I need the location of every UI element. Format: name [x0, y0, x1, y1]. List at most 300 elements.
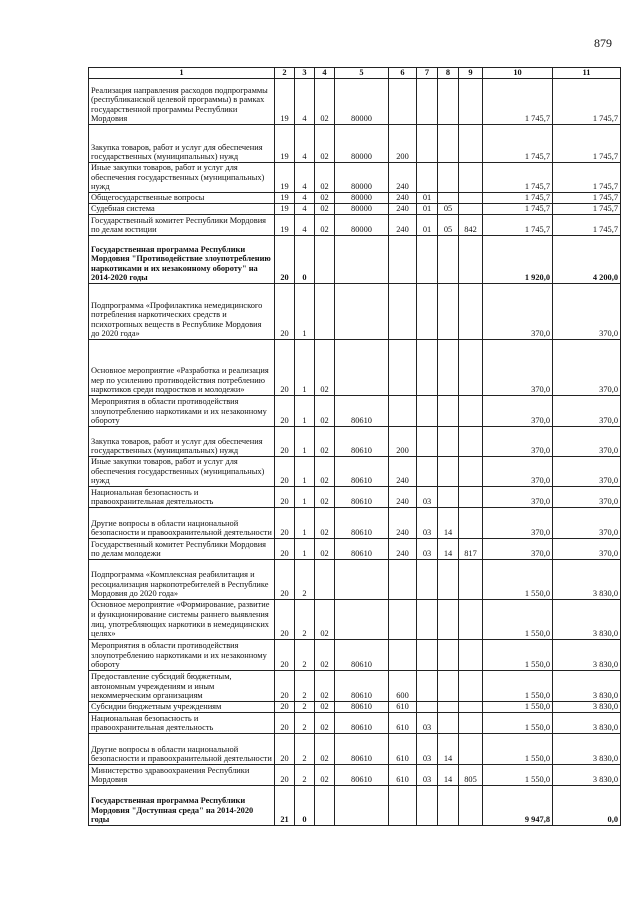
code-cell	[438, 486, 459, 507]
code-cell	[389, 639, 417, 670]
code-cell	[438, 670, 459, 701]
code-cell: 80610	[335, 427, 389, 457]
amount-cell: 1 550,0	[483, 712, 553, 733]
row-name-cell: Другие вопросы в области национальной безопасности и правоохранительной деятельности	[89, 507, 275, 538]
row-name-cell: Закупка товаров, работ и услуг для обеспечения государственных (муниципальных) нужд	[89, 427, 275, 457]
code-cell: 02	[315, 701, 335, 712]
code-cell: 05	[438, 215, 459, 236]
code-cell: 20	[275, 486, 295, 507]
amount-cell: 3 830,0	[553, 559, 621, 599]
code-cell: 2	[295, 599, 315, 639]
code-cell: 20	[275, 599, 295, 639]
code-cell	[335, 236, 389, 284]
header-cell: 6	[389, 68, 417, 79]
amount-cell: 9 947,8	[483, 785, 553, 825]
row-name-cell: Реализация направления расходов подпрограммы (республиканской целевой программы) в рамках государственной программы Республики Мордовия	[89, 79, 275, 125]
code-cell: 2	[295, 670, 315, 701]
code-cell: 20	[275, 639, 295, 670]
code-cell: 14	[438, 538, 459, 559]
code-cell: 2	[295, 701, 315, 712]
code-cell	[459, 236, 483, 284]
code-cell: 80000	[335, 215, 389, 236]
amount-cell: 370,0	[553, 427, 621, 457]
code-cell: 610	[389, 764, 417, 785]
row-name-cell: Закупка товаров, работ и услуг для обеспечения государственных (муниципальных) нужд	[89, 125, 275, 163]
amount-cell: 4 200,0	[553, 236, 621, 284]
code-cell: 19	[275, 215, 295, 236]
code-cell: 1	[295, 284, 315, 340]
amount-cell: 1 745,7	[483, 79, 553, 125]
code-cell	[459, 79, 483, 125]
amount-cell: 370,0	[483, 507, 553, 538]
code-cell	[438, 193, 459, 204]
code-cell	[335, 785, 389, 825]
table-row	[89, 639, 621, 670]
code-cell: 20	[275, 284, 295, 340]
row-name-cell: Государственный комитет Республики Мордовия по делам юстиции	[89, 215, 275, 236]
header-cell: 7	[417, 68, 438, 79]
header-cell: 8	[438, 68, 459, 79]
code-cell	[459, 163, 483, 193]
code-cell	[459, 340, 483, 396]
code-cell	[389, 559, 417, 599]
code-cell: 02	[315, 79, 335, 125]
code-cell	[459, 785, 483, 825]
amount-cell: 1 745,7	[483, 204, 553, 215]
code-cell	[417, 639, 438, 670]
code-cell: 01	[417, 204, 438, 215]
row-name-cell: Основное мероприятие «Формирование, развитие и функционирование системы раннего выявления лиц, употребляющих наркотики в немедицинских целях»	[89, 599, 275, 639]
code-cell: 02	[315, 712, 335, 733]
code-cell	[315, 559, 335, 599]
row-name-cell: Мероприятия в области противодействия злоупотреблению наркотиками и их незаконному обороту	[89, 396, 275, 427]
table-row	[89, 163, 621, 193]
row-name-cell: Иные закупки товаров, работ и услуг для обеспечения государственных (муниципальных) нужд	[89, 457, 275, 487]
table-row	[89, 193, 621, 204]
header-cell: 1	[89, 68, 275, 79]
code-cell: 80610	[335, 670, 389, 701]
code-cell	[389, 79, 417, 125]
code-cell: 02	[315, 125, 335, 163]
code-cell: 80000	[335, 125, 389, 163]
code-cell: 1	[295, 538, 315, 559]
row-name-cell: Предоставление субсидий бюджетным, автономным учреждениям и иным некоммерческим организациям	[89, 670, 275, 701]
table-row	[89, 204, 621, 215]
row-name-cell: Иные закупки товаров, работ и услуг для обеспечения государственных (муниципальных) нужд	[89, 163, 275, 193]
code-cell	[389, 340, 417, 396]
amount-cell: 370,0	[483, 396, 553, 427]
code-cell: 14	[438, 764, 459, 785]
code-cell: 1	[295, 486, 315, 507]
row-name-cell: Министерство здравоохранения Республики Мордовия	[89, 764, 275, 785]
code-cell: 80610	[335, 764, 389, 785]
row-name-cell: Другие вопросы в области национальной безопасности и правоохранительной деятельности	[89, 733, 275, 764]
amount-cell: 370,0	[483, 538, 553, 559]
table-row	[89, 764, 621, 785]
code-cell: 817	[459, 538, 483, 559]
header-cell: 9	[459, 68, 483, 79]
code-cell	[417, 457, 438, 487]
amount-cell: 1 920,0	[483, 236, 553, 284]
code-cell: 20	[275, 236, 295, 284]
code-cell	[459, 427, 483, 457]
table-row	[89, 486, 621, 507]
code-cell	[438, 163, 459, 193]
table-body	[89, 79, 621, 826]
code-cell: 19	[275, 193, 295, 204]
amount-cell: 370,0	[553, 396, 621, 427]
row-name-cell: Национальная безопасность и правоохранительная деятельность	[89, 712, 275, 733]
code-cell: 80000	[335, 204, 389, 215]
row-name-cell: Субсидии бюджетным учреждениям	[89, 701, 275, 712]
amount-cell: 3 830,0	[553, 701, 621, 712]
code-cell	[389, 396, 417, 427]
row-name-cell: Национальная безопасность и правоохранительная деятельность	[89, 486, 275, 507]
code-cell	[417, 701, 438, 712]
code-cell: 80610	[335, 457, 389, 487]
amount-cell: 3 830,0	[553, 764, 621, 785]
code-cell: 610	[389, 712, 417, 733]
code-cell: 4	[295, 204, 315, 215]
amount-cell: 370,0	[483, 427, 553, 457]
amount-cell: 370,0	[483, 340, 553, 396]
amount-cell: 3 830,0	[553, 639, 621, 670]
code-cell	[438, 125, 459, 163]
code-cell: 4	[295, 79, 315, 125]
code-cell: 05	[438, 204, 459, 215]
code-cell: 80000	[335, 79, 389, 125]
code-cell	[438, 284, 459, 340]
table-row	[89, 733, 621, 764]
code-cell	[417, 559, 438, 599]
code-cell	[315, 236, 335, 284]
amount-cell: 1 745,7	[483, 125, 553, 163]
code-cell: 03	[417, 538, 438, 559]
code-cell	[438, 701, 459, 712]
code-cell: 80610	[335, 486, 389, 507]
table-row	[89, 785, 621, 825]
code-cell: 240	[389, 507, 417, 538]
code-cell: 610	[389, 701, 417, 712]
amount-cell: 1 745,7	[483, 193, 553, 204]
code-cell	[438, 427, 459, 457]
amount-cell: 370,0	[553, 507, 621, 538]
amount-cell: 1 550,0	[483, 733, 553, 764]
code-cell	[438, 79, 459, 125]
code-cell: 02	[315, 733, 335, 764]
amount-cell: 370,0	[553, 457, 621, 487]
code-cell: 2	[295, 733, 315, 764]
code-cell: 02	[315, 340, 335, 396]
page-number: 879	[594, 36, 612, 50]
table-row	[89, 236, 621, 284]
row-name-cell: Подпрограмма «Профилактика немедицинского потребления наркотических средств и психотропных веществ в Республике Мордовия до 2020 года»	[89, 284, 275, 340]
code-cell: 4	[295, 125, 315, 163]
code-cell: 02	[315, 670, 335, 701]
code-cell: 4	[295, 193, 315, 204]
amount-cell: 370,0	[483, 457, 553, 487]
code-cell	[438, 236, 459, 284]
code-cell: 1	[295, 457, 315, 487]
code-cell	[389, 599, 417, 639]
code-cell: 14	[438, 507, 459, 538]
table-row	[89, 340, 621, 396]
code-cell: 80610	[335, 396, 389, 427]
code-cell: 80610	[335, 538, 389, 559]
amount-cell: 1 745,7	[483, 163, 553, 193]
code-cell: 02	[315, 764, 335, 785]
code-cell	[417, 427, 438, 457]
code-cell	[438, 559, 459, 599]
code-cell: 20	[275, 701, 295, 712]
row-name-cell: Мероприятия в области противодействия злоупотреблению наркотиками и их незаконному обороту	[89, 639, 275, 670]
table-row	[89, 79, 621, 125]
code-cell: 240	[389, 215, 417, 236]
code-cell: 240	[389, 204, 417, 215]
code-cell: 19	[275, 163, 295, 193]
header-cell: 10	[483, 68, 553, 79]
code-cell: 03	[417, 733, 438, 764]
code-cell	[438, 712, 459, 733]
code-cell: 2	[295, 559, 315, 599]
code-cell: 600	[389, 670, 417, 701]
code-cell	[417, 670, 438, 701]
code-cell: 80610	[335, 639, 389, 670]
code-cell: 20	[275, 427, 295, 457]
code-cell: 1	[295, 396, 315, 427]
code-cell: 02	[315, 427, 335, 457]
code-cell	[315, 785, 335, 825]
code-cell: 240	[389, 457, 417, 487]
code-cell	[335, 340, 389, 396]
code-cell: 01	[417, 193, 438, 204]
code-cell: 610	[389, 733, 417, 764]
code-cell: 20	[275, 712, 295, 733]
amount-cell: 3 830,0	[553, 712, 621, 733]
code-cell: 02	[315, 163, 335, 193]
table-row	[89, 457, 621, 487]
amount-cell: 0,0	[553, 785, 621, 825]
code-cell: 19	[275, 79, 295, 125]
code-cell	[459, 670, 483, 701]
code-cell	[417, 785, 438, 825]
code-cell: 02	[315, 486, 335, 507]
code-cell: 03	[417, 507, 438, 538]
amount-cell: 1 745,7	[553, 163, 621, 193]
code-cell	[459, 396, 483, 427]
code-cell: 240	[389, 486, 417, 507]
code-cell: 2	[295, 639, 315, 670]
amount-cell: 1 550,0	[483, 764, 553, 785]
code-cell	[315, 284, 335, 340]
amount-cell: 1 745,7	[553, 193, 621, 204]
code-cell	[459, 193, 483, 204]
row-name-cell: Судебная система	[89, 204, 275, 215]
code-cell: 02	[315, 396, 335, 427]
code-cell: 80610	[335, 712, 389, 733]
code-cell	[417, 340, 438, 396]
code-cell: 80610	[335, 701, 389, 712]
amount-cell: 1 550,0	[483, 701, 553, 712]
amount-cell: 370,0	[483, 284, 553, 340]
amount-cell: 1 550,0	[483, 559, 553, 599]
amount-cell: 370,0	[553, 486, 621, 507]
code-cell: 20	[275, 538, 295, 559]
code-cell: 1	[295, 427, 315, 457]
code-cell	[459, 599, 483, 639]
code-cell	[417, 163, 438, 193]
code-cell: 02	[315, 639, 335, 670]
code-cell	[459, 125, 483, 163]
code-cell	[459, 457, 483, 487]
code-cell	[417, 599, 438, 639]
code-cell: 02	[315, 538, 335, 559]
code-cell: 842	[459, 215, 483, 236]
code-cell	[389, 236, 417, 284]
code-cell	[459, 507, 483, 538]
code-cell: 20	[275, 764, 295, 785]
code-cell: 240	[389, 538, 417, 559]
code-cell	[335, 284, 389, 340]
budget-table	[88, 67, 621, 826]
row-name-cell: Государственная программа Республики Мордовия "Противодействие злоупотреблению наркотиками и их незаконному обороту" на 2014-2020 годы	[89, 236, 275, 284]
code-cell: 80610	[335, 733, 389, 764]
code-cell	[417, 79, 438, 125]
code-cell: 20	[275, 396, 295, 427]
code-cell: 4	[295, 215, 315, 236]
row-name-cell: Основное мероприятие «Разработка и реализация мер по усилению противодействия потреблению наркотиков среди подростков и молодежи»	[89, 340, 275, 396]
table-row	[89, 427, 621, 457]
code-cell: 20	[275, 733, 295, 764]
table-row	[89, 538, 621, 559]
amount-cell: 3 830,0	[553, 670, 621, 701]
table-header-row	[89, 68, 621, 79]
code-cell: 240	[389, 163, 417, 193]
header-cell: 5	[335, 68, 389, 79]
table-row	[89, 712, 621, 733]
code-cell	[438, 599, 459, 639]
table-row	[89, 284, 621, 340]
row-name-cell: Государственная программа Республики Мордовия "Доступная среда" на 2014-2020 годы	[89, 785, 275, 825]
amount-cell: 1 550,0	[483, 670, 553, 701]
code-cell: 805	[459, 764, 483, 785]
code-cell: 02	[315, 193, 335, 204]
row-name-cell: Подпрограмма «Комплексная реабилитация и ресоциализация наркопотребителей в Республике Мордовия до 2020 года»	[89, 559, 275, 599]
amount-cell: 3 830,0	[553, 599, 621, 639]
amount-cell: 1 745,7	[553, 215, 621, 236]
code-cell	[459, 712, 483, 733]
code-cell	[459, 701, 483, 712]
code-cell: 03	[417, 486, 438, 507]
code-cell: 200	[389, 125, 417, 163]
table-row	[89, 215, 621, 236]
code-cell: 01	[417, 215, 438, 236]
amount-cell: 1 550,0	[483, 639, 553, 670]
code-cell: 4	[295, 163, 315, 193]
amount-cell: 370,0	[553, 284, 621, 340]
amount-cell: 1 745,7	[483, 215, 553, 236]
amount-cell: 1 550,0	[483, 599, 553, 639]
code-cell: 80000	[335, 193, 389, 204]
code-cell: 21	[275, 785, 295, 825]
table-row	[89, 125, 621, 163]
code-cell: 20	[275, 507, 295, 538]
code-cell: 80610	[335, 507, 389, 538]
amount-cell: 1 745,7	[553, 79, 621, 125]
code-cell: 20	[275, 457, 295, 487]
code-cell	[335, 599, 389, 639]
amount-cell: 370,0	[483, 486, 553, 507]
code-cell: 200	[389, 427, 417, 457]
table-row	[89, 396, 621, 427]
code-cell: 0	[295, 236, 315, 284]
table-row	[89, 507, 621, 538]
code-cell: 14	[438, 733, 459, 764]
code-cell: 240	[389, 193, 417, 204]
code-cell: 02	[315, 457, 335, 487]
code-cell	[438, 340, 459, 396]
row-name-cell: Общегосударственные вопросы	[89, 193, 275, 204]
code-cell: 02	[315, 215, 335, 236]
code-cell: 20	[275, 340, 295, 396]
code-cell	[459, 733, 483, 764]
code-cell: 20	[275, 559, 295, 599]
row-name-cell: Государственный комитет Республики Мордовия по делам молодежи	[89, 538, 275, 559]
amount-cell: 1 745,7	[553, 204, 621, 215]
code-cell	[417, 125, 438, 163]
code-cell	[459, 486, 483, 507]
code-cell: 0	[295, 785, 315, 825]
code-cell: 19	[275, 125, 295, 163]
code-cell	[459, 559, 483, 599]
code-cell	[438, 457, 459, 487]
header-cell: 11	[553, 68, 621, 79]
header-cell: 4	[315, 68, 335, 79]
amount-cell: 1 745,7	[553, 125, 621, 163]
code-cell	[335, 559, 389, 599]
code-cell: 1	[295, 340, 315, 396]
code-cell	[459, 204, 483, 215]
code-cell: 02	[315, 507, 335, 538]
code-cell: 2	[295, 764, 315, 785]
code-cell	[459, 284, 483, 340]
code-cell	[438, 639, 459, 670]
amount-cell: 3 830,0	[553, 733, 621, 764]
code-cell	[417, 396, 438, 427]
code-cell: 02	[315, 204, 335, 215]
header-cell: 2	[275, 68, 295, 79]
code-cell: 03	[417, 712, 438, 733]
code-cell: 02	[315, 599, 335, 639]
code-cell: 2	[295, 712, 315, 733]
table-row	[89, 701, 621, 712]
amount-cell: 370,0	[553, 538, 621, 559]
code-cell: 80000	[335, 163, 389, 193]
code-cell	[459, 639, 483, 670]
table-row	[89, 599, 621, 639]
code-cell: 20	[275, 670, 295, 701]
code-cell: 03	[417, 764, 438, 785]
table-row	[89, 559, 621, 599]
code-cell: 19	[275, 204, 295, 215]
code-cell	[417, 236, 438, 284]
code-cell	[438, 785, 459, 825]
header-cell: 3	[295, 68, 315, 79]
code-cell	[389, 785, 417, 825]
amount-cell: 370,0	[553, 340, 621, 396]
table-row	[89, 670, 621, 701]
code-cell	[389, 284, 417, 340]
